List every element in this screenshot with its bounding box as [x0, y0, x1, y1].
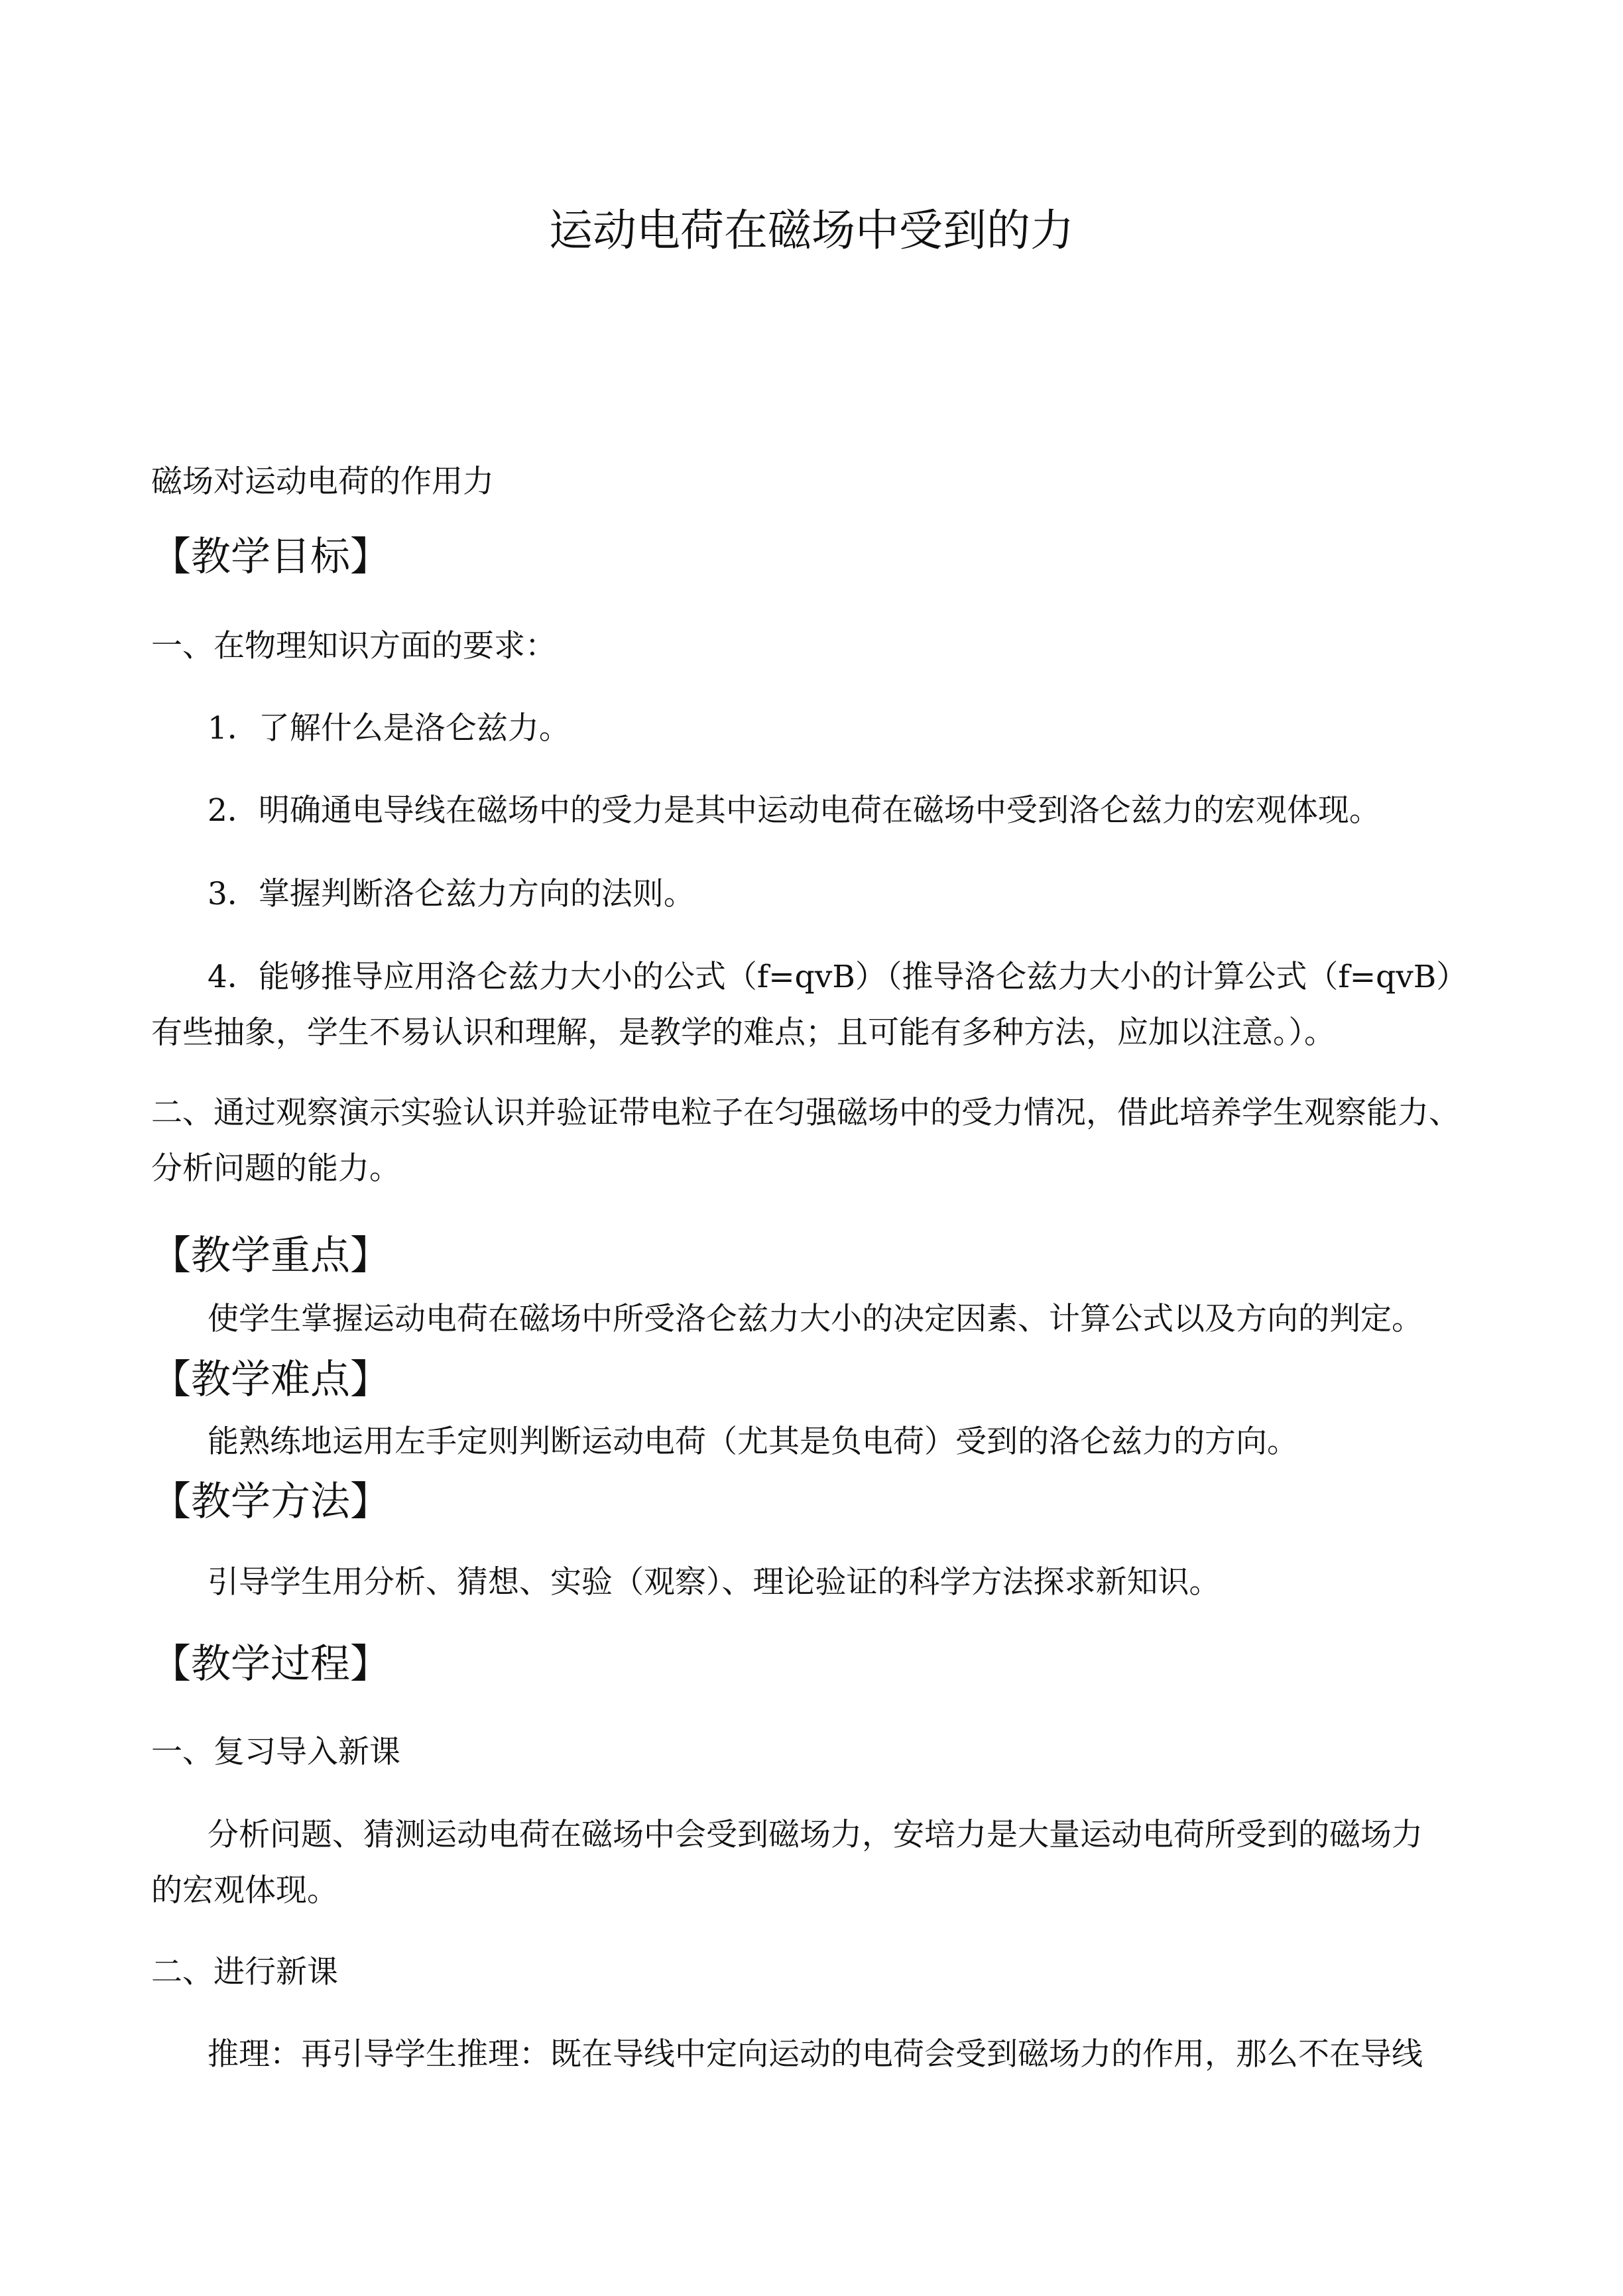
- goals-part2-line-2: 分析问题的能力。: [151, 1150, 400, 1187]
- methods-heading: 【教学方法】: [151, 1479, 390, 1525]
- difficulties-heading: 【教学难点】: [151, 1357, 390, 1403]
- key-points-heading: 【教学重点】: [151, 1233, 390, 1279]
- goals-part1-heading: 一、在物理知识方面的要求：: [151, 628, 556, 664]
- page-title: 运动电荷在磁场中受到的力: [549, 205, 1074, 256]
- goals-item-1: 1．了解什么是洛仑兹力。: [208, 710, 570, 747]
- process-step-1-heading: 一、复习导入新课: [151, 1734, 400, 1770]
- process-step-2-heading: 二、进行新课: [151, 1954, 338, 1990]
- process-step-1-line-1: 分析问题、猜测运动电荷在磁场中会受到磁场力，安培力是大量运动电荷所受到的磁场力: [208, 1817, 1423, 1853]
- goals-part2-line-1: 二、通过观察演示实验认识并验证带电粒子在匀强磁场中的受力情况，借此培养学生观察能力、: [151, 1095, 1460, 1131]
- goals-heading: 【教学目标】: [151, 534, 390, 580]
- subtitle: 磁场对运动电荷的作用力: [151, 463, 494, 500]
- methods-text: 引导学生用分析、猜想、实验（观察）、理论验证的科学方法探求新知识。: [208, 1564, 1221, 1601]
- goals-item-3: 3．掌握判断洛仑兹力方向的法则。: [208, 876, 695, 912]
- key-points-text: 使学生掌握运动电荷在磁场中所受洛仑兹力大小的决定因素、计算公式以及方向的判定。: [208, 1301, 1423, 1337]
- goals-item-2: 2．明确通电导线在磁场中的受力是其中运动电荷在磁场中受到洛仑兹力的宏观体现。: [208, 792, 1380, 829]
- difficulties-text: 能熟练地运用左手定则判断运动电荷（尤其是负电荷）受到的洛仑兹力的方向。: [208, 1423, 1298, 1460]
- goals-item-4-line-2: 有些抽象，学生不易认识和理解，是教学的难点；且可能有多种方法，应加以注意。）。: [151, 1014, 1335, 1051]
- goals-item-4-line-1: 4．能够推导应用洛仑兹力大小的公式（f=qvB）（推导洛仑兹力大小的计算公式（f=qvB）: [208, 959, 1468, 995]
- process-heading: 【教学过程】: [151, 1641, 390, 1687]
- process-step-1-line-2: 的宏观体现。: [151, 1872, 338, 1909]
- process-step-2-line-1: 推理：再引导学生推理：既在导线中定向运动的电荷会受到磁场力的作用，那么不在导线: [208, 2036, 1423, 2073]
